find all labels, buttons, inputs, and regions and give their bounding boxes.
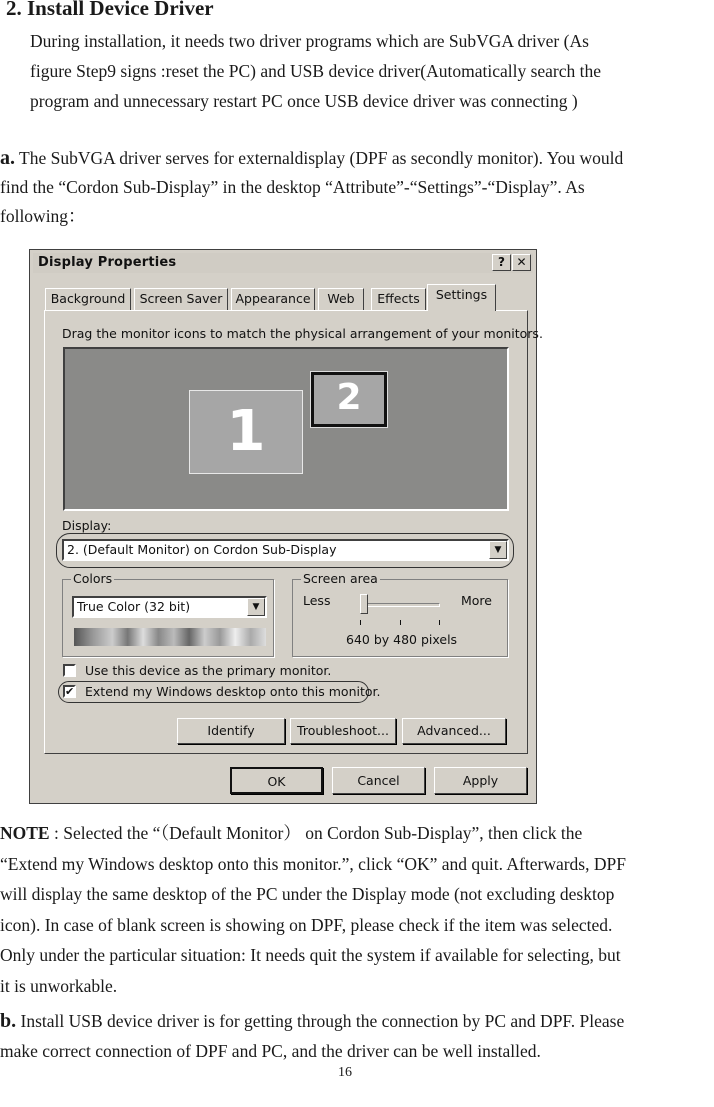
tab-screen-saver[interactable]: Screen Saver xyxy=(134,288,228,310)
note-line: will display the same desktop of the PC under the Display mode (not excluding desktop xyxy=(0,884,615,904)
display-select[interactable] xyxy=(62,539,509,561)
check-icon: ✔ xyxy=(65,685,75,698)
intro-line: figure Step9 signs :reset the PC) and USB device driver(Automatically search the xyxy=(30,61,602,81)
resolution-slider-thumb[interactable] xyxy=(360,594,368,614)
resolution-text: 640 by 480 pixels xyxy=(346,632,458,647)
section-a-paragraph xyxy=(0,144,714,231)
section-a-line: The SubVGA driver serves for externaldisplay (DPF as secondly monitor). You would xyxy=(15,148,624,168)
note-lead: NOTE xyxy=(0,823,50,843)
colors-select-value: True Color (32 bit) xyxy=(77,599,191,614)
tab-web[interactable]: Web xyxy=(318,288,364,310)
note-paragraph xyxy=(0,818,714,1001)
colors-select[interactable] xyxy=(72,596,267,618)
monitor-2[interactable]: 2 xyxy=(311,372,387,427)
identify-button[interactable]: Identify xyxy=(177,718,285,744)
slider-tick xyxy=(439,620,440,625)
intro-line: program and unnecessary restart PC once USB device driver was connecting ) xyxy=(30,91,578,111)
screen-area-label: Screen area xyxy=(303,571,378,586)
chevron-down-icon[interactable]: ▼ xyxy=(247,598,265,616)
section-b-line: Install USB device driver is for getting through the connection by PC and DPF. Please xyxy=(16,1011,625,1031)
extend-desktop-label: Extend my Windows desktop onto this monitor. xyxy=(85,684,381,699)
intro-line: During installation, it needs two driver programs which are SubVGA driver (As xyxy=(30,31,589,51)
monitor-arrangement-area xyxy=(63,347,509,511)
display-select-value: 2. (Default Monitor) on Cordon Sub-Display xyxy=(67,542,337,557)
resolution-slider-track[interactable] xyxy=(360,603,440,607)
help-button[interactable]: ? xyxy=(492,254,511,271)
primary-monitor-checkbox[interactable] xyxy=(63,664,76,677)
dialog-title: Display Properties xyxy=(38,255,177,270)
close-button[interactable]: ✕ xyxy=(512,254,531,271)
section-b-line: make correct connection of DPF and PC, and the driver can be well installed. xyxy=(0,1041,541,1061)
tab-background[interactable]: Background xyxy=(45,288,131,310)
section-a-lead: a. xyxy=(0,147,15,169)
display-label: Display: xyxy=(62,518,112,533)
monitor-1[interactable]: 1 xyxy=(189,390,303,474)
tab-settings[interactable]: Settings xyxy=(427,284,496,311)
apply-button[interactable]: Apply xyxy=(434,767,527,794)
title-bar xyxy=(33,253,533,273)
color-preview-bar xyxy=(74,628,266,646)
troubleshoot-button[interactable]: Troubleshoot... xyxy=(290,718,396,744)
display-properties-dialog xyxy=(29,249,543,804)
tab-effects[interactable]: Effects xyxy=(371,288,426,310)
instruction-text: Drag the monitor icons to match the physical arrangement of your monitors. xyxy=(62,326,543,341)
section-b-paragraph xyxy=(0,1006,714,1066)
primary-monitor-label: Use this device as the primary monitor. xyxy=(85,663,332,678)
extend-desktop-checkbox[interactable] xyxy=(63,685,76,698)
page-number: 16 xyxy=(338,1065,352,1080)
advanced-button[interactable]: Advanced... xyxy=(402,718,506,744)
slider-tick xyxy=(400,620,401,625)
note-line: icon). In case of blank screen is showing on DPF, please check if the item was selected. xyxy=(0,914,613,935)
note-line: “Extend my Windows desktop onto this monitor.”, click “OK” and quit. Afterwards, DPF xyxy=(0,853,626,874)
intro-paragraph xyxy=(30,26,710,116)
note-line: : Selected the “（Default Monitor） on Cordon Sub-Display”, then click the xyxy=(49,823,583,843)
section-a-line: find the “Cordon Sub-Display” in the desktop “Attribute”-“Settings”-“Display”. As xyxy=(0,177,585,197)
less-label: Less xyxy=(303,593,331,608)
section-b-lead: b. xyxy=(0,1010,17,1032)
chevron-down-icon[interactable]: ▼ xyxy=(489,541,507,559)
ok-button[interactable]: OK xyxy=(230,767,323,794)
tab-appearance[interactable]: Appearance xyxy=(231,288,315,310)
more-label: More xyxy=(461,593,492,608)
section-a-line: following： xyxy=(0,206,86,226)
note-line: Only under the particular situation: It needs quit the system if available for selecting, but xyxy=(0,945,621,965)
note-line: it is unworkable. xyxy=(0,975,118,996)
colors-label: Colors xyxy=(73,571,113,586)
cancel-button[interactable]: Cancel xyxy=(332,767,425,794)
slider-tick xyxy=(360,620,361,625)
section-heading: 2. Install Device Driver xyxy=(6,0,214,20)
